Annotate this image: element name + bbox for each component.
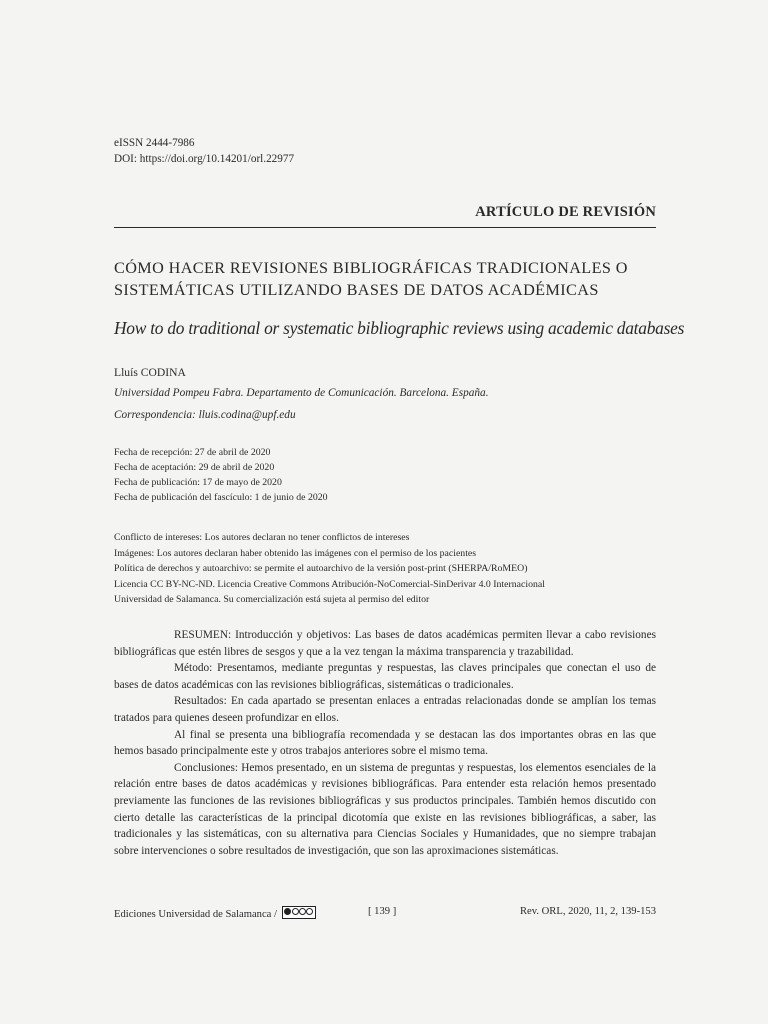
author-correspondence[interactable]: Correspondencia: lluis.codina@upf.edu xyxy=(114,409,296,421)
images-statement: Imágenes: Los autores declaran haber obtenido las imágenes con el permiso de los pacientes xyxy=(114,547,477,559)
author-affiliation: Universidad Pompeu Fabra. Departamento de Comunicación. Barcelona. España. xyxy=(114,387,489,399)
footer-publisher: Ediciones Universidad de Salamanca / xyxy=(114,909,277,920)
date-published: Fecha de publicación: 17 de mayo de 2020 xyxy=(114,477,282,488)
title-spanish xyxy=(114,257,656,301)
rights-policy: Política de derechos y autoarchivo: se permite el autoarchivo de la versión post-print (SHERPA/RoMEO) xyxy=(114,563,528,574)
title-spanish-line-2: SISTEMÁTICAS UTILIZANDO BASES DE DATOS ACADÉMICAS xyxy=(114,281,599,299)
abstract-results: Resultados: En cada apartado se presentan enlaces a entradas relacionadas donde se amplían los temas tratados para quienes deseen profundizar en ellos. xyxy=(114,695,656,724)
abstract-bibliography: Al final se presenta una bibliografía recomendada y se destacan las dos importantes obras en las que hemos basado principalmente este y otros trabajos anteriores sobre el mismo tema. xyxy=(114,728,656,758)
publication-dates xyxy=(114,445,328,505)
article-page xyxy=(114,0,685,1024)
abstract xyxy=(114,627,656,859)
author-name: Lluís CODINA xyxy=(114,366,186,379)
title-spanish-line-1: CÓMO HACER REVISIONES BIBLIOGRÁFICAS TRADICIONALES O xyxy=(114,259,628,277)
publisher-statement: Universidad de Salamanca. Su comercialización está sujeta al permiso del editor xyxy=(114,594,430,605)
cc-by-nc-nd-icon xyxy=(282,906,316,919)
eissn: eISSN 2444-7986 xyxy=(114,137,195,149)
abstract-introduction: RESUMEN: Introducción y objetivos: Las bases de datos académicas permiten llevar a cabo revisiones bibliográficas que estén libres de sesgos y que a la vez tengan la máxima transparencia y trazabilidad. xyxy=(114,629,656,658)
conflict-of-interest: Conflicto de intereses: Los autores declaran no tener conflictos de intereses xyxy=(114,532,410,543)
title-english: How to do traditional or systematic bibliographic reviews using academic databases xyxy=(114,318,685,338)
abstract-method: Método: Presentamos, mediante preguntas y respuestas, las claves principales que conectan el uso de bases de datos académicas con las revisiones bibliográficas, sistemáticas o tradicionales. xyxy=(114,662,656,691)
date-issue-published: Fecha de publicación del fascículo: 1 de junio de 2020 xyxy=(114,492,328,503)
section-divider xyxy=(114,227,656,228)
section-label: ARTÍCULO DE REVISIÓN xyxy=(475,204,656,220)
license-statement: Licencia CC BY-NC-ND. Licencia Creative Commons Atribución-NoComercial-SinDerivar 4.0 Internacional xyxy=(114,578,545,590)
footer-publisher-group xyxy=(114,906,316,920)
date-received: Fecha de recepción: 27 de abril de 2020 xyxy=(114,447,271,458)
article-metadata xyxy=(114,530,545,608)
journal-identifiers xyxy=(114,135,294,167)
page-number: [ 139 ] xyxy=(368,906,397,917)
journal-citation: Rev. ORL, 2020, 11, 2, 139-153 xyxy=(519,906,656,917)
date-accepted: Fecha de aceptación: 29 de abril de 2020 xyxy=(114,462,275,473)
abstract-conclusions: Conclusiones: Hemos presentado, en un sistema de preguntas y respuestas, los elementos esenciales de la relación entre bases de datos académicas y revisiones bibliográficas. Para entender esta relación hemos presentado previamente las funciones de las revisiones bibliográficas y sus productos principales. También hemos discutido con cierto detalle las características de la principal dicotomía que existe en las revisiones bibliográficas, a saber, las tradicionales y las sistemáticas, con su alternativa para Ciencias Sociales y Humanidades, que no siempre trabajan sobre intervenciones o sobre resultados de investigación, que son las aproximaciones sistemáticas. xyxy=(114,761,656,857)
doi-link[interactable]: DOI: https://doi.org/10.14201/orl.22977 xyxy=(114,153,295,165)
